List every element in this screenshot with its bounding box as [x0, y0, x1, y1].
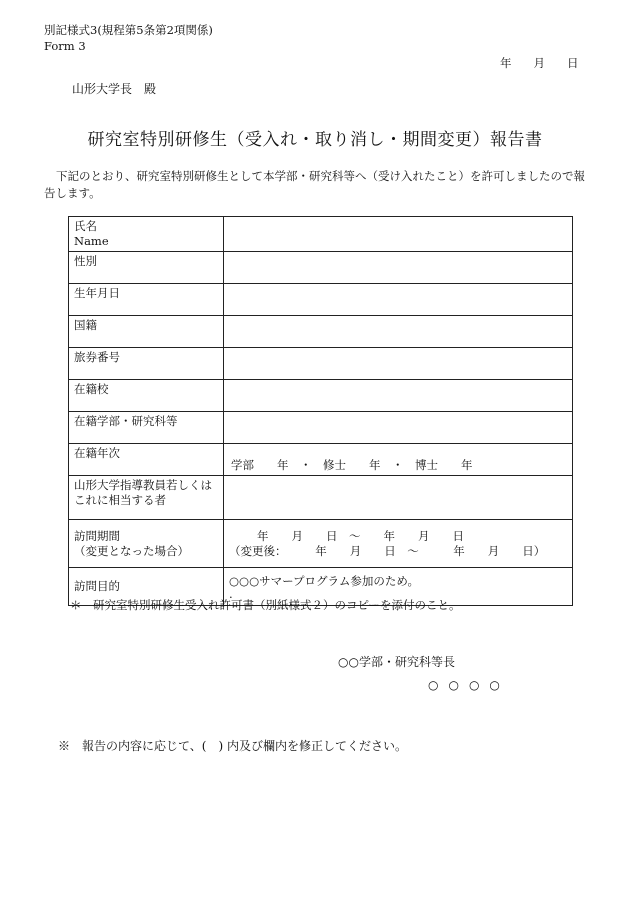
table-row-passport [69, 348, 573, 380]
advisor-label: 山形大学指導教員若しくはこれに相当する者 [69, 476, 224, 520]
table-row-gender [69, 252, 573, 284]
table-row-birthdate [69, 284, 573, 316]
report-table [68, 216, 573, 606]
birthdate-label: 生年月日 [69, 284, 224, 316]
gender-label: 性別 [69, 252, 224, 284]
name-label-en: Name [74, 234, 109, 248]
table-row-faculty [69, 412, 573, 444]
period-label-cell [69, 520, 224, 568]
addressee: 山形大学長 殿 [72, 82, 157, 96]
footer-note: ※ 報告の内容に応じて、( ) 内及び欄内を修正してください。 [58, 739, 407, 753]
school-label: 在籍校 [69, 380, 224, 412]
period-value: 年 月 日 ～ 年 月 日 [257, 528, 464, 543]
nationality-value-cell[interactable] [224, 316, 573, 348]
table-row-name [69, 217, 573, 252]
period-change-value: （変更後： 年 月 日 ～ 年 月 日） [229, 543, 546, 558]
passport-value-cell[interactable] [224, 348, 573, 380]
table-row-year [69, 444, 573, 476]
birthdate-value-cell[interactable] [224, 284, 573, 316]
name-value-cell[interactable] [224, 217, 573, 252]
period-label-sub: （変更となった場合） [74, 543, 189, 558]
date-day: 日 [567, 56, 579, 70]
nationality-label: 国籍 [69, 316, 224, 348]
date-line [500, 55, 579, 71]
faculty-value-cell[interactable] [224, 412, 573, 444]
passport-label: 旅券番号 [69, 348, 224, 380]
attachment-note: ＊ 研究室特別研修生受入れ許可書（別紙様式２）のコピーを添付のこと。 [70, 598, 461, 612]
table-row-nationality [69, 316, 573, 348]
date-year: 年 [500, 56, 512, 70]
table-row-period [69, 520, 573, 568]
advisor-value-cell[interactable] [224, 476, 573, 520]
form-reference: 別記様式3(規程第5条第2項関係) [44, 23, 213, 37]
year-value[interactable]: 学部 年 ・ 修士 年 ・ 博士 年 [224, 444, 573, 476]
dean-signature: ○○学部・研究科等長 [338, 655, 455, 669]
document-title: 研究室特別研修生（受入れ・取り消し・期間変更）報告書 [87, 130, 543, 150]
name-label: 氏名 [74, 219, 97, 233]
year-label: 在籍年次 [69, 444, 224, 476]
period-label: 訪問期間 [74, 528, 120, 543]
intro-paragraph: 下記のとおり、研究室特別研修生として本学部・研究科等へ（受け入れたこと）を許可しましたので報告します。 [44, 169, 585, 200]
period-value-cell[interactable] [224, 520, 573, 568]
date-month: 月 [533, 56, 545, 70]
school-value-cell[interactable] [224, 380, 573, 412]
table-row-advisor [69, 476, 573, 520]
gender-value-cell[interactable] [224, 252, 573, 284]
form-number: Form 3 [44, 39, 86, 53]
signature-name-placeholder: ○○○○ [428, 678, 510, 692]
table-row-school [69, 380, 573, 412]
name-label-cell [69, 217, 224, 252]
purpose-dot: . [229, 587, 233, 601]
faculty-label: 在籍学部・研究科等 [69, 412, 224, 444]
purpose-value: ○○○サマープログラム参加のため。 [229, 574, 419, 588]
purpose-label: 訪問目的 [69, 568, 224, 606]
